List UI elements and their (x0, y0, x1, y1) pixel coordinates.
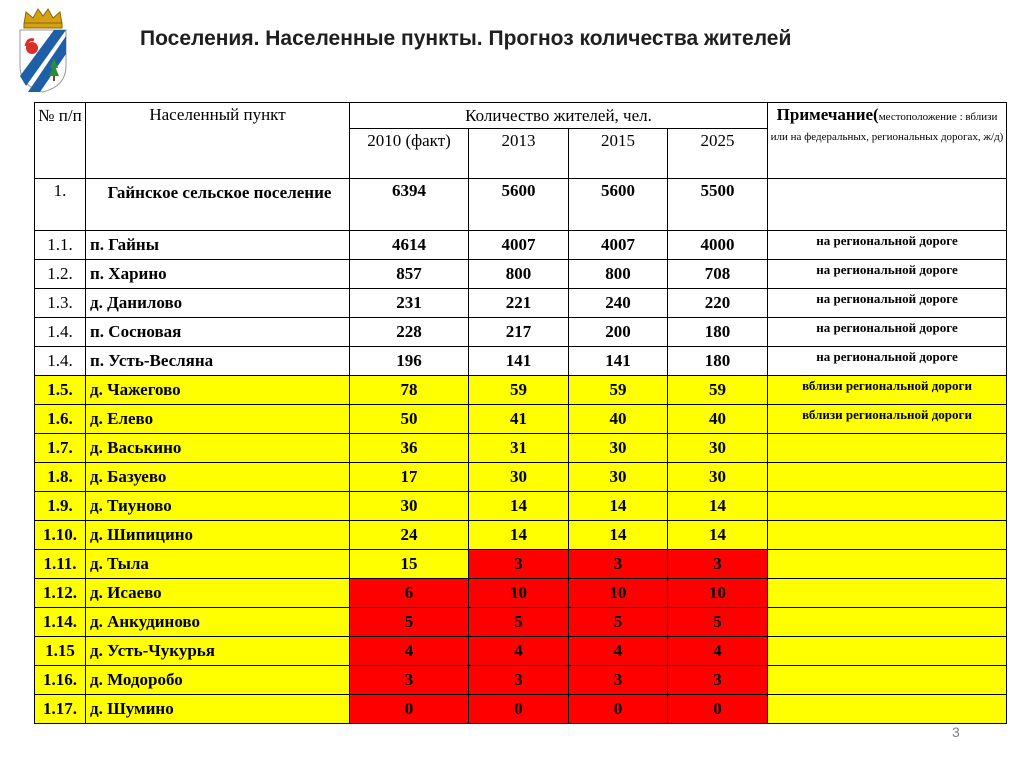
row-note (768, 666, 1007, 695)
population-value: 220 (668, 289, 768, 318)
settlement-name: д. Шипицино (86, 521, 350, 550)
population-value: 14 (668, 521, 768, 550)
row-number: 1.16. (35, 666, 86, 695)
population-value: 59 (668, 376, 768, 405)
population-value: 17 (350, 463, 469, 492)
settlement-name: п. Харино (86, 260, 350, 289)
population-value: 5 (668, 608, 768, 637)
population-value: 857 (350, 260, 469, 289)
table-row (35, 179, 1007, 231)
header-year-1: 2013 (469, 129, 569, 179)
table-row (35, 637, 1007, 666)
population-value: 40 (569, 405, 668, 434)
table-row (35, 376, 1007, 405)
population-value: 10 (569, 579, 668, 608)
header-settlement: Населенный пункт (86, 103, 350, 179)
header-population: Количество жителей, чел. (350, 103, 768, 129)
settlement-name: д. Тыла (86, 550, 350, 579)
row-number: 1.8. (35, 463, 86, 492)
population-value: 800 (569, 260, 668, 289)
table-row (35, 463, 1007, 492)
population-value: 180 (668, 347, 768, 376)
settlement-name: д. Тиуново (86, 492, 350, 521)
header-year-0: 2010 (факт) (350, 129, 469, 179)
row-note: на региональной дороге (768, 289, 1007, 318)
population-value: 708 (668, 260, 768, 289)
population-value: 5 (350, 608, 469, 637)
population-value: 0 (569, 695, 668, 724)
population-value: 5500 (668, 179, 768, 231)
population-value: 4007 (469, 231, 569, 260)
population-value: 3 (469, 550, 569, 579)
settlement-name: д. Чажегово (86, 376, 350, 405)
row-number: 1.17. (35, 695, 86, 724)
population-value: 180 (668, 318, 768, 347)
row-note (768, 608, 1007, 637)
row-note: на региональной дороге (768, 231, 1007, 260)
settlement-name: д. Елево (86, 405, 350, 434)
population-value: 141 (469, 347, 569, 376)
population-value: 231 (350, 289, 469, 318)
population-value: 6394 (350, 179, 469, 231)
population-value: 24 (350, 521, 469, 550)
population-value: 217 (469, 318, 569, 347)
population-value: 41 (469, 405, 569, 434)
settlement-name: д. Усть-Чукурья (86, 637, 350, 666)
population-value: 36 (350, 434, 469, 463)
settlement-name: д. Шумино (86, 695, 350, 724)
table-row (35, 405, 1007, 434)
row-number: 1.1. (35, 231, 86, 260)
population-value: 3 (569, 550, 668, 579)
row-note (768, 434, 1007, 463)
row-number: 1.14. (35, 608, 86, 637)
settlement-name: д. Модоробо (86, 666, 350, 695)
population-value: 30 (668, 434, 768, 463)
population-value: 6 (350, 579, 469, 608)
row-number: 1.9. (35, 492, 86, 521)
header-note: Примечание(местоположение : вблизи или на федеральных, региональных дорогах, ж/д) (768, 103, 1007, 179)
table-row (35, 492, 1007, 521)
population-value: 10 (469, 579, 569, 608)
population-value: 4 (469, 637, 569, 666)
population-value: 3 (350, 666, 469, 695)
population-value: 5600 (469, 179, 569, 231)
row-note (768, 179, 1007, 231)
row-number: 1.4. (35, 347, 86, 376)
population-value: 40 (668, 405, 768, 434)
population-value: 0 (469, 695, 569, 724)
row-note: на региональной дороге (768, 318, 1007, 347)
page-title: Поселения. Населенные пункты. Прогноз количества жителей (140, 27, 792, 50)
row-number: 1.15 (35, 637, 86, 666)
population-value: 200 (569, 318, 668, 347)
table-row (35, 347, 1007, 376)
population-value: 0 (350, 695, 469, 724)
population-value: 4007 (569, 231, 668, 260)
row-note (768, 521, 1007, 550)
population-value: 30 (469, 463, 569, 492)
row-note (768, 492, 1007, 521)
row-note (768, 695, 1007, 724)
population-value: 3 (668, 666, 768, 695)
header-year-3: 2025 (668, 129, 768, 179)
population-value: 14 (668, 492, 768, 521)
population-value: 5 (569, 608, 668, 637)
population-value: 5 (469, 608, 569, 637)
table-row (35, 695, 1007, 724)
population-value: 800 (469, 260, 569, 289)
population-value: 30 (569, 463, 668, 492)
population-value: 3 (469, 666, 569, 695)
population-value: 0 (668, 695, 768, 724)
header-year-2: 2015 (569, 129, 668, 179)
population-value: 228 (350, 318, 469, 347)
header-number: № п/п (35, 103, 86, 179)
population-value: 30 (668, 463, 768, 492)
population-value: 14 (469, 521, 569, 550)
table-row (35, 608, 1007, 637)
table-row (35, 521, 1007, 550)
settlement-name: д. Васькино (86, 434, 350, 463)
row-note: вблизи региональной дороги (768, 405, 1007, 434)
table-row (35, 231, 1007, 260)
population-value: 5600 (569, 179, 668, 231)
population-value: 31 (469, 434, 569, 463)
settlement-name: д. Данилово (86, 289, 350, 318)
settlement-name: д. Анкудиново (86, 608, 350, 637)
population-value: 30 (569, 434, 668, 463)
settlement-name: п. Сосновая (86, 318, 350, 347)
population-value: 3 (569, 666, 668, 695)
row-number: 1.11. (35, 550, 86, 579)
row-number: 1.5. (35, 376, 86, 405)
population-value: 78 (350, 376, 469, 405)
population-value: 196 (350, 347, 469, 376)
population-value: 10 (668, 579, 768, 608)
population-value: 4 (668, 637, 768, 666)
population-value: 221 (469, 289, 569, 318)
population-value: 3 (668, 550, 768, 579)
table-row (35, 666, 1007, 695)
table-row (35, 289, 1007, 318)
settlement-name: д. Исаево (86, 579, 350, 608)
population-value: 4614 (350, 231, 469, 260)
population-value: 14 (569, 521, 668, 550)
table-row (35, 579, 1007, 608)
row-note (768, 579, 1007, 608)
table-row (35, 260, 1007, 289)
table-row (35, 434, 1007, 463)
table-row (35, 550, 1007, 579)
row-note: на региональной дороге (768, 260, 1007, 289)
row-number: 1.3. (35, 289, 86, 318)
row-number: 1.4. (35, 318, 86, 347)
page-number: 3 (952, 724, 960, 740)
row-number: 1.7. (35, 434, 86, 463)
row-note (768, 463, 1007, 492)
row-number: 1.12. (35, 579, 86, 608)
row-note (768, 637, 1007, 666)
row-number: 1. (35, 179, 86, 231)
row-number: 1.2. (35, 260, 86, 289)
population-value: 240 (569, 289, 668, 318)
population-value: 14 (569, 492, 668, 521)
row-number: 1.6. (35, 405, 86, 434)
row-number: 1.10. (35, 521, 86, 550)
population-value: 4 (350, 637, 469, 666)
table-row (35, 318, 1007, 347)
settlement-name: п. Усть-Весляна (86, 347, 350, 376)
coat-of-arms-icon (14, 6, 72, 94)
population-value: 15 (350, 550, 469, 579)
settlement-name: д. Базуево (86, 463, 350, 492)
settlement-name: п. Гайны (86, 231, 350, 260)
population-value: 4 (569, 637, 668, 666)
row-note (768, 550, 1007, 579)
population-value: 14 (469, 492, 569, 521)
population-value: 50 (350, 405, 469, 434)
population-value: 141 (569, 347, 668, 376)
population-value: 59 (569, 376, 668, 405)
population-value: 59 (469, 376, 569, 405)
population-value: 4000 (668, 231, 768, 260)
crown-icon (24, 9, 62, 28)
row-note: вблизи региональной дороги (768, 376, 1007, 405)
population-table (34, 102, 1007, 724)
settlement-name: Гайнское сельское поселение (86, 179, 350, 231)
row-note: на региональной дороге (768, 347, 1007, 376)
population-value: 30 (350, 492, 469, 521)
